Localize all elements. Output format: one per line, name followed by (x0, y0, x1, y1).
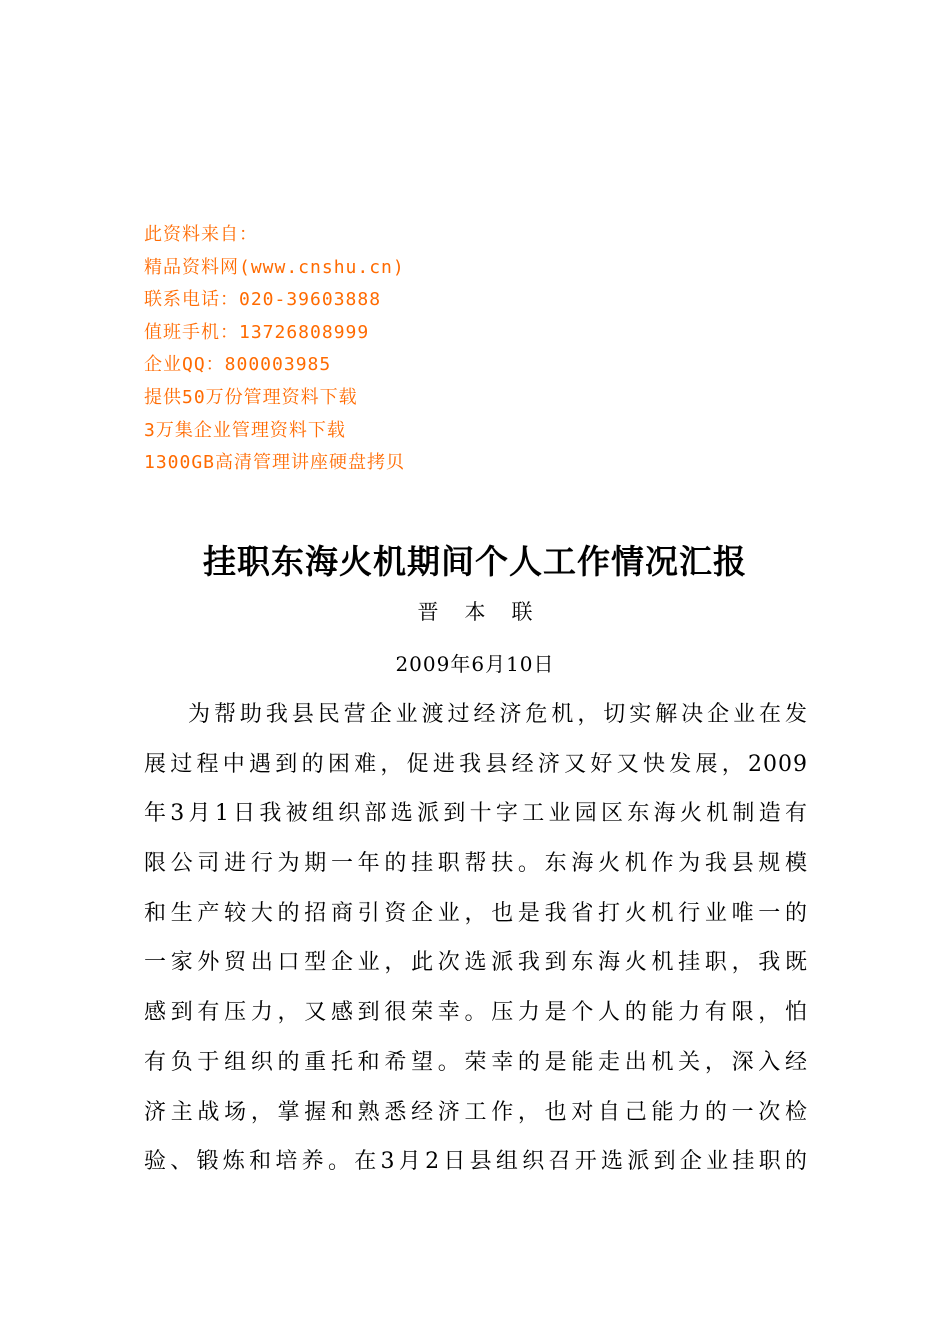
source-phone-line: 联系电话：020-39603888 (144, 289, 382, 311)
body-line: 一家外贸出口型企业，此次选派我到东海火机挂职，我既 (144, 950, 808, 976)
source-mobile-line: 值班手机：13726808999 (144, 321, 370, 343)
source-offer-line: 1300GB高清管理讲座硬盘拷贝 (144, 452, 406, 474)
body-line: 为帮助我县民营企业渡过经济危机，切实解决企业在发 (188, 702, 808, 727)
document-date: 2009年6月10日 (395, 652, 555, 676)
body-line: 济主战场，掌握和熟悉经济工作，也对自己能力的一次检 (144, 1099, 808, 1125)
document-body (144, 690, 808, 1187)
source-offer-line: 3万集企业管理资料下载 (144, 419, 346, 441)
document-title: 挂职东海火机期间个人工作情况汇报 (203, 542, 747, 581)
source-website-line: 精品资料网(www.cnshu.cn) (144, 256, 405, 278)
body-line: 有负于组织的重托和希望。荣幸的是能走出机关，深入经 (144, 1049, 808, 1075)
source-line: 此资料来自： (144, 224, 258, 245)
source-info-block (144, 219, 405, 480)
body-line: 展过程中遇到的困难，促进我县经济又好又快发展，2009 (144, 751, 808, 777)
source-qq-line: 企业QQ：800003985 (144, 354, 332, 376)
document-author: 晋本联 (417, 600, 559, 624)
body-line: 限公司进行为期一年的挂职帮扶。东海火机作为我县规模 (144, 851, 808, 877)
body-line: 和生产较大的招商引资企业，也是我省打火机行业唯一的 (144, 900, 808, 926)
body-line: 年3月1日我被组织部选派到十字工业园区东海火机制造有 (144, 801, 808, 827)
source-offer-line: 提供50万份管理资料下载 (144, 386, 358, 408)
body-line: 感到有压力，又感到很荣幸。压力是个人的能力有限，怕 (144, 1000, 808, 1026)
body-line: 验、锻炼和培养。在3月2日县组织召开选派到企业挂职的 (144, 1149, 808, 1175)
